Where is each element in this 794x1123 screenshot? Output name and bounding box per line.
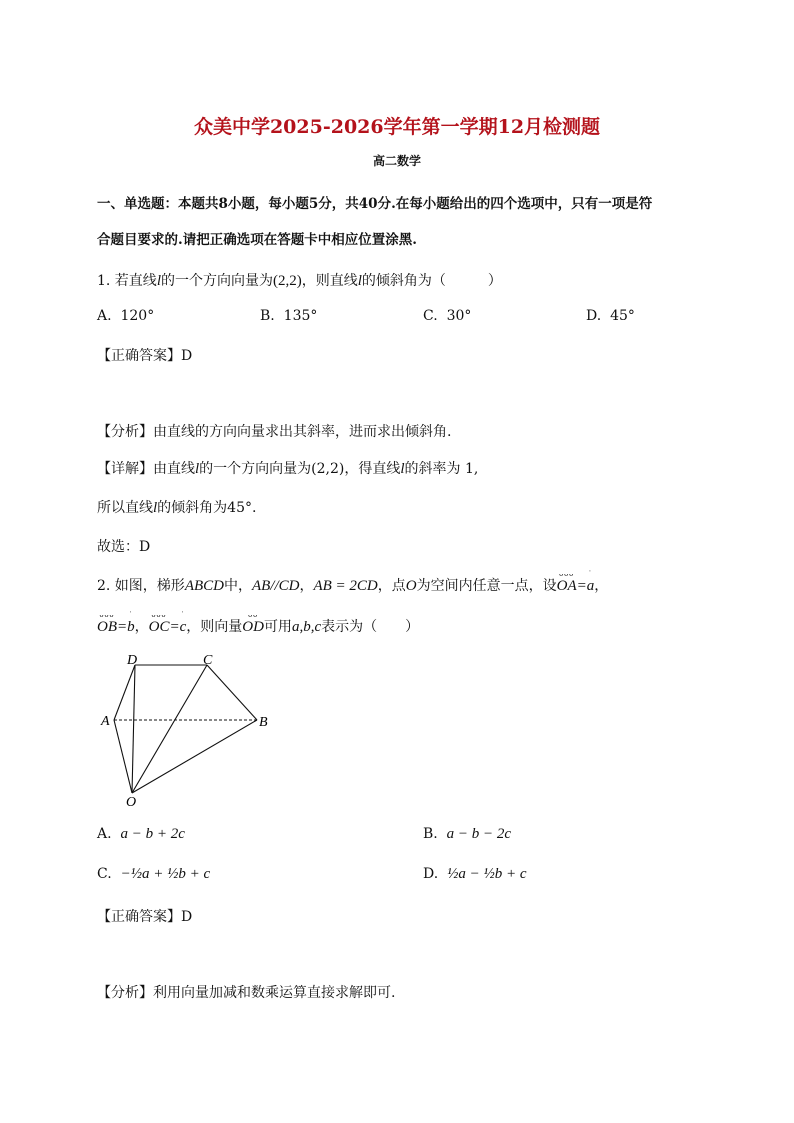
q2-option-d: D. ½a − ½b + c	[423, 866, 527, 882]
segment-co	[132, 665, 207, 793]
q1-detail-2: 所以直线l的倾斜角为45°.	[97, 500, 257, 516]
q1-choice: 故选：D	[97, 539, 151, 555]
label-d: D	[127, 653, 138, 668]
q1-answer: 【正确答案】D	[97, 348, 193, 364]
math-l: l	[156, 273, 161, 289]
vector-ob: ᴗᴗᴗ OB	[97, 610, 117, 635]
label-c: C	[203, 653, 213, 668]
q2-analysis: 【分析】利用向量加减和数乘运算直接求解即可.	[97, 985, 396, 1001]
math-vector-2-2: (2,2)	[272, 273, 302, 289]
subject-subtitle: 高二数学	[372, 154, 421, 168]
segment-do	[132, 665, 135, 793]
q2-option-a: A. a − b + 2c	[97, 826, 185, 842]
trapezoid-figure	[95, 648, 285, 813]
segment-ao	[114, 720, 132, 793]
q2-option-b: B. a − b − 2c	[423, 826, 512, 842]
q1-detail: 【详解】由直线l的一个方向向量为(2,2)，得直线l的斜率为 1,	[97, 461, 479, 477]
q1-option-a: A. 120°	[97, 308, 155, 324]
vector-oa: ᴗᴗᴗ OA	[556, 569, 577, 594]
q1-analysis: 【分析】由直线的方向向量求出其斜率，进而求出倾斜角.	[97, 424, 452, 440]
q2-answer: 【正确答案】D	[97, 909, 193, 925]
section-instructions-line1: 一、单选题：本题共8小题，每小题5分，共40分.在每小题给出的四个选项中，只有一项是符	[97, 196, 653, 212]
q2-option-c: C. −½a + ½b + c	[97, 866, 211, 882]
segment-cb	[207, 665, 257, 720]
segment-da	[114, 665, 135, 720]
math-l: l	[357, 273, 362, 289]
q1-option-c: C. 30°	[423, 308, 472, 324]
segment-bo	[132, 720, 257, 793]
label-b: B	[259, 715, 268, 730]
page-title: 众美中学2025-2026学年第一学期12月检测题	[193, 116, 601, 138]
label-a: A	[101, 714, 110, 729]
q1-option-d: D. 45°	[586, 308, 635, 324]
q2-stem: 2. 如图，梯形ABCD中，AB//CD，AB = 2CD，点O为空间内任意一点，设 ᴗᴗᴗ OA= ˈ a，	[97, 569, 609, 594]
q2-stem-line2: ᴗᴗᴗ OB= ˈ b， ᴗᴗᴗ OC= ˈ c，则向量 ᴗᴗ OD可用a,b,c表示为（ ）	[97, 610, 420, 635]
label-o: O	[126, 795, 137, 810]
q1-stem: 1. 若直线l的一个方向向量为(2,2)，则直线l的倾斜角为（ ）	[97, 273, 502, 289]
vector-oc: ᴗᴗᴗ OC	[148, 610, 170, 635]
vector-od: ᴗᴗ OD	[242, 610, 264, 635]
section-instructions-line2: 合题目要求的.请把正确选项在答题卡中相应位置涂黑.	[97, 232, 417, 248]
q1-option-b: B. 135°	[260, 308, 318, 324]
